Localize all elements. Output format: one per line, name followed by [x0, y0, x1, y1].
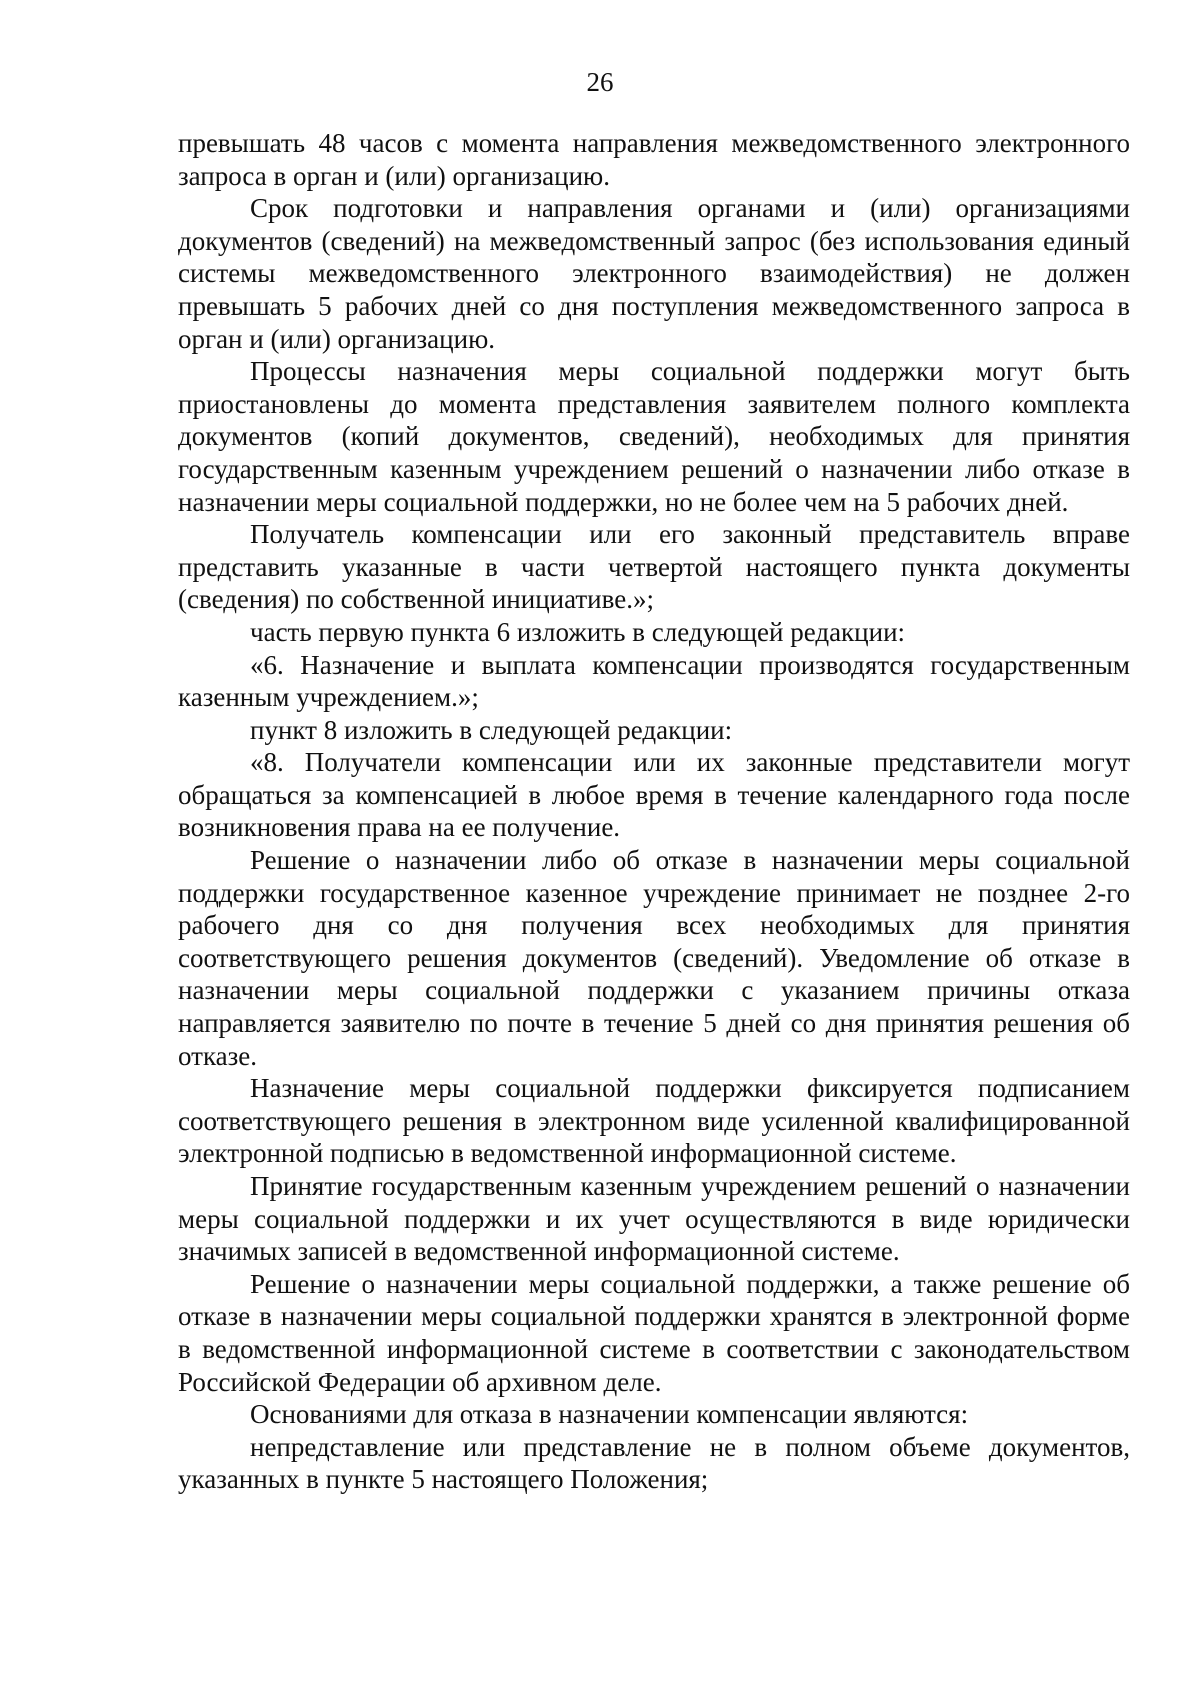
paragraph: «6. Назначение и выплата компенсации производятся государственным казенным учреждением.»; — [178, 649, 1130, 713]
paragraph: Решение о назначении меры социальной поддержки, а также решение об отказе в назначении меры социальной поддержки хранятся в электронной форме в ведомственной информационной системе в соответствии с законодательством Российской Федерации об архивном деле. — [178, 1268, 1130, 1397]
paragraph: Принятие государственным казенным учреждением решений о назначении меры социальной поддержки и их учет осуществляются в виде юридически значимых записей в ведомственной информационной системе. — [178, 1171, 1130, 1267]
page-number: 26 — [586, 67, 614, 97]
paragraph: Процессы назначения меры социальной поддержки могут быть приостановлены до момента представления заявителем полного комплекта документов (копий документов, сведений), необходимых для принятия государственным казенным учреждением решений о назначении либо отказе в назначении меры социальной поддержки, но не более чем на 5 рабочих дней. — [178, 356, 1130, 517]
paragraph: пункт 8 изложить в следующей редакции: — [250, 714, 733, 745]
paragraph: часть первую пункта 6 изложить в следующей редакции: — [250, 616, 906, 647]
paragraph: Назначение меры социальной поддержки фиксируется подписанием соответствующего решения в электронном виде усиленной квалифицированной электронной подписью в ведомственной информационной системе. — [178, 1073, 1130, 1169]
paragraph: Основаниями для отказа в назначении компенсации являются: — [250, 1399, 969, 1430]
paragraph: непредставление или представление не в полном объеме документов, указанных в пункте 5 настоящего Положения; — [178, 1431, 1130, 1495]
paragraph: Получатель компенсации или его законный представитель вправе представить указанные в части четвертой настоящего пункта документы (сведения) по собственной инициативе.»; — [178, 519, 1130, 615]
document-body — [178, 127, 1130, 1496]
paragraph-continuation: превышать 48 часов с момента направления межведомственного электронного запроса в орган и (или) организацию. — [178, 128, 1130, 191]
paragraph: Срок подготовки и направления органами и (или) организациями документов (сведений) на межведомственный запрос (без использования единый системы межведомственного электронного взаимодействия) не должен превышать 5 рабочих дней со дня поступления межведомственного запроса в орган и (или) организацию. — [178, 193, 1130, 354]
paragraph: Решение о назначении либо об отказе в назначении меры социальной поддержки государственное казенное учреждение принимает не позднее 2-го рабочего дня со дня получения всех необходимых для принятия соответствующего решения документов (сведений). Уведомление об отказе в назначении меры социальной поддержки с указанием причины отказа направляется заявителю по почте в течение 5 дней со дня принятия решения об отказе. — [178, 845, 1130, 1071]
paragraph: «8. Получатели компенсации или их законные представители могут обращаться за компенсацией в любое время в течение календарного года после возникновения права на ее получение. — [178, 747, 1130, 843]
